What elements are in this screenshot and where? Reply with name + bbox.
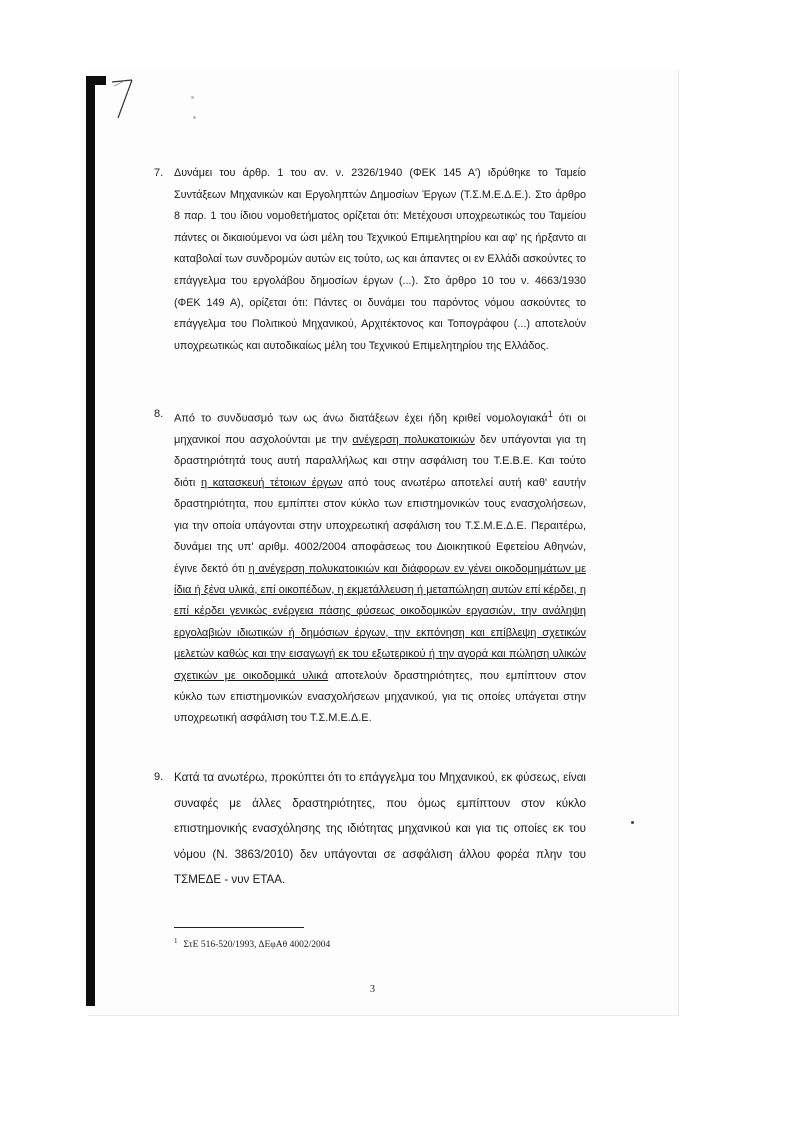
underlined-text: η ανέγερση πολυκατοικιών και διάφορων εν γένει οικοδομημάτων με ίδια ή ξένα υλικά, επί οικοπέδων, η εκμετάλλευση ή μεταπώληση αυτών επί κέρδει, η επί κέρδει γενικώς ενέργεια πάσης φύσεως οικοδομικών εργασιών, την ανάληψη εργολαβιών ιδιωτικών ή δημόσιων έργων, την εκπόνηση και επίβλεψη σχετικών μελετών καθώς και την εισαγωγή εκ του εξωτερικού ή την αγορά και πώληση υλικών σχετικών με οικοδομικά υλικά <box>174 562 586 682</box>
paragraph-text: αποτελούν δραστηριότητες, που εμπίπτουν στον κύκλο των επιστημονικών ενασχολήσεων μηχανικού, για τις οποίες υπάγεται στην υποχρεωτική ασφάλιση του Τ.Σ.Μ.Ε.Δ.Ε. <box>174 669 586 725</box>
scan-speck <box>193 116 196 119</box>
paragraph-text: ότι οι μηχανικοί που ασχολούνται με την <box>174 412 586 447</box>
footnote-text: ΣτΕ 516-520/1993, ΔΕφΑθ 4002/2004 <box>183 940 331 951</box>
paragraph-number: 9. <box>154 771 164 783</box>
paragraph-text: δεν υπάγονται για τη δραστηριότητά τους αυτή παραλλήλως και στην ασφάλιση του Τ.Ε.Β.Ε. Και τούτο διότι <box>174 434 587 489</box>
paragraph-number: 8. <box>154 408 164 420</box>
paragraph-text: Δυνάμει του άρθρ. 1 του αν. ν. 2326/1940 (ΦΕΚ 145 Α') ιδρύθηκε το Ταμείο Συντάξεων Μηχανικών και Εργοληπτών Δημοσίων Έργων (Τ.Σ.Μ.Ε.Δ.Ε.). Στο άρθρο 8 παρ. 1 του ίδιου νομοθετήματος ορίζεται ότι: Μετέχουσι υποχρεωτικώς του Ταμείου πάντες οι δικαιούμενοι να ώσι μέλη του Τεχνικού Επιμελητηρίου και αφ' ης ήρξαντο αι καταβολαί των συνδρομών αυτών εις τούτο, ως και άπαντες οι εν Ελλάδι ασκούντες το επάγγελμα του εργολάβου δημοσίων έργων (...). Στο άρθρο 10 του ν. 4663/1930 (ΦΕΚ 149 Α), ορίζεται ότι: Πάντες οι δυνάμει του παρόντος νόμου ασκούντες το επάγγελμα του Πολιτικού Μηχανικού, Αρχιτέκτονος και Τοπογράφου (...) αποτελούν υποχρεωτικώς και αυτοδικαίως μέλη του Τεχνικού Επιμελητηρίου της Ελλάδος. <box>174 167 586 352</box>
scan-speck <box>631 821 634 824</box>
paragraph-9 <box>154 765 586 893</box>
paragraph-7 <box>154 163 586 357</box>
footnote-reference: 1 <box>547 409 553 419</box>
underlined-text: ανέγερση πολυκατοικιών <box>352 434 475 447</box>
footnote-separator <box>174 927 304 928</box>
paragraph-text: από τους ανωτέρω αποτελεί αυτή καθ' εαυτήν δραστηριότητα, που εμπίπτει στον κύκλο των επιστημονικών τους ενασχολήσεων, για την οποία υπάγονται στην υποχρεωτική ασφάλιση του Τ.Σ.Μ.Ε.Δ.Ε. Περαιτέρω, δυνάμει της υπ' αριθμ. 4002/2004 αποφάσεως του Διοικητικού Εφετείου Αθηνών, έγινε δεκτό ότι <box>174 476 586 575</box>
scan-edge-shadow-top <box>86 76 106 85</box>
scan-speck <box>191 96 194 99</box>
paragraph-text: Κατά τα ανωτέρω, προκύπτει ότι το επάγγελμα του Μηχανικού, εκ φύσεως, είναι συναφές με άλλες δραστηριότητες, που όμως εμπίπτουν στον κύκλο επιστημονικής ενασχόλησης της ιδιότητας μηχανικού και για τις οποίες εκ του νόμου (Ν. 3863/2010) δεν υπάγονται σε ασφάλιση άλλου φορέα πλην του ΤΣΜΕΔΕ - νυν ΕΤΑΑ. <box>174 771 586 887</box>
paragraph-text: Από το συνδυασμό των ως άνω διατάξεων έχει ήδη κριθεί νομολογιακά <box>174 412 548 425</box>
page-number: 3 <box>370 984 375 995</box>
staple-mark <box>110 78 134 120</box>
footnote <box>174 937 330 950</box>
underlined-text: η κατασκευή τέτοιων έργων <box>200 476 343 489</box>
footnote-marker: 1 <box>174 937 178 945</box>
paragraph-number: 7. <box>154 167 164 179</box>
scan-edge-shadow <box>86 76 95 1006</box>
paragraph-8 <box>154 404 587 730</box>
